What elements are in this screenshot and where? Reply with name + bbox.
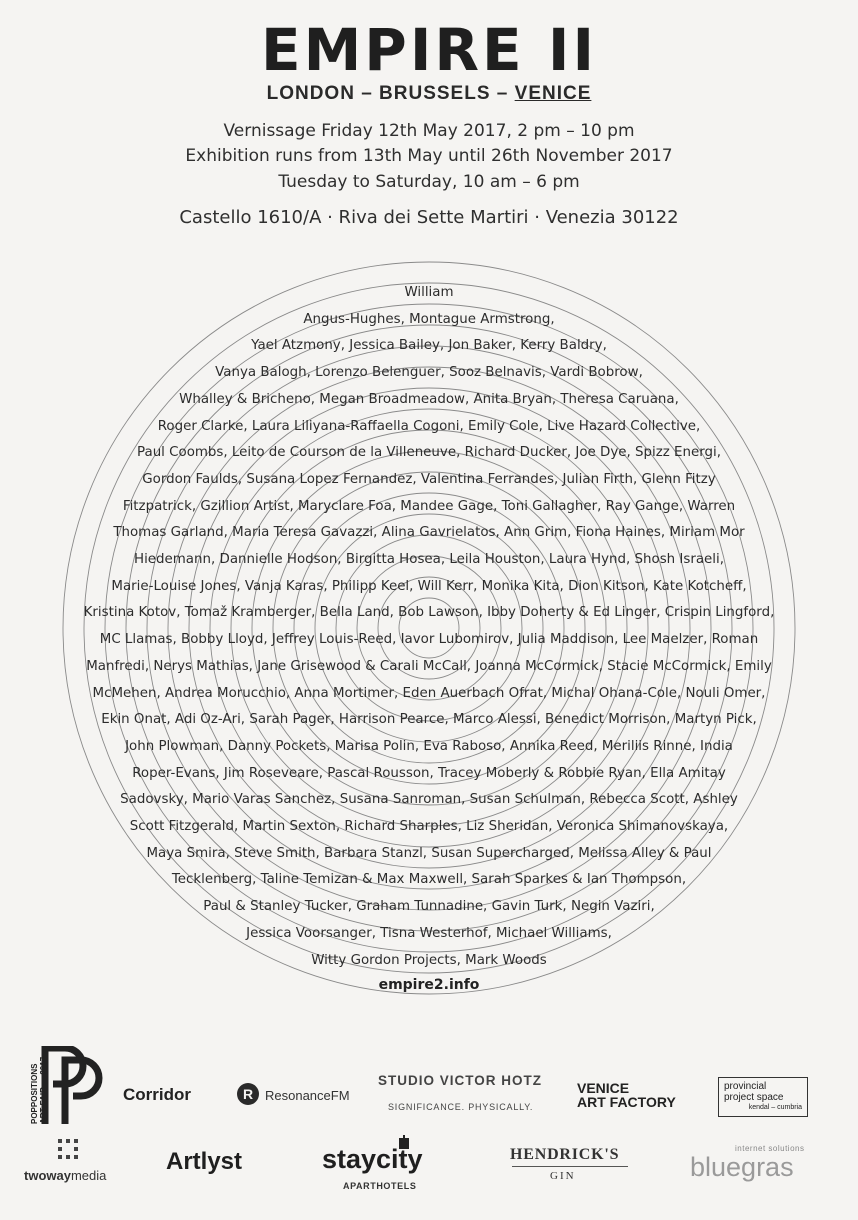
city-venice: VENICE bbox=[514, 83, 592, 104]
twoway-media-logo bbox=[24, 1168, 106, 1183]
artist-line: Paul Coombs, Leito de Courson de la Villeneuve, Richard Ducker, Joe Dye, Spizz Energi, bbox=[137, 445, 721, 461]
artist-line: Kristina Kotov, Tomaž Kramberger, Bella Land, Bob Lawson, Ibby Doherty & Ed Linger, Crispin Lingford, bbox=[83, 605, 775, 621]
artist-line: MC Llamas, Bobby Lloyd, Jeffrey Louis-Reed, Iavor Lubomirov, Julia Maddison, Lee Maelzer, Roman bbox=[99, 632, 759, 648]
artist-line: Witty Gordon Projects, Mark Woods bbox=[311, 952, 547, 968]
hendricks-gin-label: GIN bbox=[550, 1170, 576, 1182]
artist-line: Sadovsky, Mario Varas Sanchez, Susana Sanroman, Susan Schulman, Rebecca Scott, Ashley bbox=[120, 792, 738, 808]
artist-line: McMehen, Andrea Morucchio, Anna Mortimer, Eden Auerbach Ofrat, Michal Ohana-Cole, Nouli Omer, bbox=[92, 685, 766, 701]
twoway-bold: twoway bbox=[24, 1168, 71, 1183]
ring bbox=[84, 283, 774, 973]
artist-line: Whalley & Bricheno, Megan Broadmeadow, Anita Bryan, Theresa Caruana, bbox=[179, 391, 679, 407]
empire-logo: EMPIRE II bbox=[260, 16, 598, 84]
provincial-project-space-logo bbox=[718, 1077, 808, 1117]
venice-art-factory-logo-line1: VENICE bbox=[577, 1080, 630, 1096]
hendricks-logo: HENDRICK'S bbox=[510, 1146, 620, 1163]
cities-prefix: LONDON – BRUSSELS – bbox=[266, 83, 515, 104]
artist-line: Gordon Faulds, Susana Lopez Fernandez, Valentina Ferrandes, Julian Firth, Glenn Fitzy bbox=[142, 471, 716, 487]
artist-line: John Plowman, Danny Pockets, Marisa Polin, Eva Raboso, Annika Reed, Meriliis Rinne, India bbox=[125, 738, 733, 754]
studio-victor-hotz-logo: STUDIO VICTOR HOTZ bbox=[378, 1073, 543, 1088]
artist-line: Tecklenberg, Taline Temizan & Max Maxwell, Sarah Sparkes & Ian Thompson, bbox=[171, 872, 687, 888]
hendricks-divider bbox=[512, 1166, 628, 1167]
popositions-label: POPPOSITIONS ART FAIR — 2017 bbox=[30, 1056, 48, 1124]
artist-line: Roper-Evans, Jim Roseveare, Pascal Rousson, Tracey Moberly & Robbie Ryan, Ella Amitay bbox=[132, 765, 726, 781]
resonance-icon: R bbox=[237, 1083, 259, 1105]
staycity-subtitle: APARTHOTELS bbox=[343, 1181, 417, 1191]
artist-line: Paul & Stanley Tucker, Graham Tunnadine, Gavin Turk, Negin Vaziri, bbox=[203, 899, 655, 915]
opening-hours-text: Tuesday to Saturday, 10 am – 6 pm bbox=[278, 172, 580, 192]
artist-line: Jessica Voorsanger, Tisna Westerhof, Michael Williams, bbox=[246, 925, 612, 941]
artist-line: Fitzpatrick, Gzillion Artist, Maryclare Foa, Mandee Gage, Toni Gallagher, Ray Gange, Warren bbox=[122, 498, 736, 514]
provincial-line2: project space bbox=[724, 1092, 784, 1103]
cities-line bbox=[0, 83, 858, 105]
artist-line: Maya Smira, Steve Smith, Barbara Stanzl, Susan Supercharged, Melissa Alley & Paul bbox=[146, 845, 712, 861]
twoway-media-icon bbox=[57, 1138, 79, 1160]
twoway-light: media bbox=[70, 1168, 107, 1183]
provincial-line3: kendal – cumbria bbox=[748, 1104, 802, 1111]
vernissage-text: Vernissage Friday 12th May 2017, 2 pm – 10 pm bbox=[223, 121, 635, 141]
provincial-line1: provincial bbox=[724, 1081, 767, 1092]
ring bbox=[126, 325, 732, 931]
venice-art-factory-logo-line2: ART FACTORY bbox=[577, 1094, 676, 1110]
artist-line: Marie-Louise Jones, Vanja Karas, Philipp Keel, Will Kerr, Monika Kita, Dion Kitson, Kate Kotcheff, bbox=[111, 578, 747, 594]
bluegras-logo: bluegras bbox=[690, 1152, 794, 1182]
website-link[interactable]: empire2.info bbox=[378, 977, 480, 993]
artist-line: Hiedemann, Dannielle Hodson, Birgitta Hosea, Leila Houston, Laura Hynd, Shosh Israeli, bbox=[134, 552, 724, 567]
resonance-logo: ResonanceFM bbox=[265, 1088, 350, 1103]
artlyst-logo: Artlyst bbox=[166, 1148, 243, 1175]
artist-line: Manfredi, Nerys Mathias, Jane Grisewood & Carali McCall, Joanna McCormick, Stacie McCormick, Emily bbox=[86, 658, 772, 674]
artist-line: Vanya Balogh, Lorenzo Belenguer, Sooz Belnavis, Vardi Bobrow, bbox=[215, 365, 643, 381]
studio-victor-hotz-tagline: SIGNIFICANCE. PHYSICALLY. bbox=[388, 1102, 534, 1112]
ring bbox=[315, 514, 543, 742]
address-text: Castello 1610/A · Riva dei Sette Martiri · Venezia 30122 bbox=[179, 207, 679, 228]
artist-line: Roger Clarke, Laura Liliyana-Raffaella Cogoni, Emily Cole, Live Hazard Collective, bbox=[157, 418, 701, 434]
bluegras-tagline: internet solutions bbox=[735, 1144, 805, 1153]
corridor-logo: Corridor bbox=[123, 1085, 191, 1104]
artist-line: Ekin Onat, Adi Oz-Ari, Sarah Pager, Harrison Pearce, Marco Alessi, Benedict Morrison, Martyn Pick, bbox=[101, 712, 757, 728]
staycity-logo: staycity bbox=[322, 1144, 423, 1174]
popositions-logo bbox=[35, 1046, 107, 1124]
artist-line: Yael Atzmony, Jessica Bailey, Jon Baker, Kerry Baldry, bbox=[251, 338, 607, 354]
artist-line: Angus-Hughes, Montague Armstrong, bbox=[303, 311, 555, 327]
exhibition-dates-text: Exhibition runs from 13th May until 26th November 2017 bbox=[185, 146, 673, 166]
artist-line: Scott Fitzgerald, Martin Sexton, Richard Sharples, Liz Sheridan, Veronica Shimanovskaya, bbox=[129, 819, 729, 834]
artist-line: Thomas Garland, Maria Teresa Gavazzi, Alina Gavrielatos, Ann Grim, Fiona Haines, Miriam Mor bbox=[113, 525, 745, 541]
artist-line: William bbox=[404, 285, 454, 300]
